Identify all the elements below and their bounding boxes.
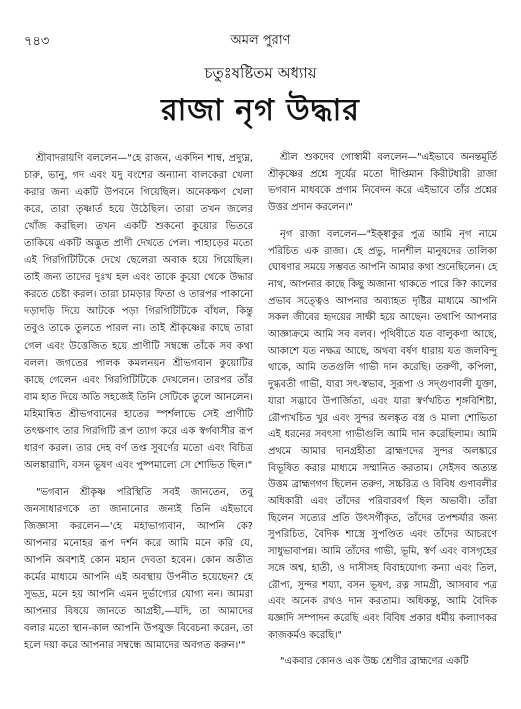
paragraph: শ্রীবাদরায়ণি বললেন—"হে রাজন, একদিন শাম্ব, প্রদ্যুম্ন, চারু, ভানু, গদ এবং যদু বংশের অন্যান্য বালকেরা খেলা করার জন্য একটি উপবনে গিয়েছিল। অনেকক্ষণ খেলা করে, তারা তৃষ্ণার্ত হয়ে উঠেছিল। তারা তখন জলের খোঁজ করছিল। তখন একটি শুকনো কুয়োর ভিতরে তাকিয়ে একটি অদ্ভুত প্রাণী দেখতে পেল। পাহাড়ের মতো এই গিরগিটিটিকে দেখে ছেলেরা অবাক হয়ে গিয়েছিল। তাই জন্য তাদের দুঃখ হল এবং তাকে কুয়ো থেকে উদ্ধার করতে চেষ্টা করল। তারা চামড়ার ফিতা ও তারপর পাকানো দড়াদড়ি দিয়ে আটকে পড়া গিরগিটিটিকে বাঁধল, কিন্তু তবুও তাকে তুলতে পারল না। তাই শ্রীকৃষ্ণের কাছে তারা গেল এবং উত্তেজিত হয়ে প্রাণীটি সম্বন্ধে তাঁকে সব কথা বলল। জগতের পালক কমলনয়ন শ্রীভগবান কুয়োটির কাছে গেলেন এবং গিরগিটিটিকে দেখলেন। তারপর তাঁর বাম হাত দিয়ে অতি সহজেই তিনি সেটিকে তুলে আনলেন। মহিমান্বিত শ্রীভগবানের হাতের স্পর্শলাভে সেই প্রাণীটি তৎক্ষণাৎ তার গিরগিটি রূপ ত্যাগ করে এক স্বর্গবাসীর রূপ ধারণ করল। তার দেহ বর্ণ তপ্ত সুবর্ণের মতো এবং বিচিত্র অলঙ্কারাদি, বসন ভূষণ এবং পুষ্পমাল্যে সে শোভিত ছিল।" <box>24 153 253 471</box>
paragraph: শ্রীল শুকদেব গোস্বামী বললেন—"এইভাবে অনন্তমূর্তি শ্রীকৃষ্ণের প্রশ্নে সূর্যের মতো দীপ্তিমান কিরীটধারী রাজা ভগবান মাধবকে প্রণাম নিবেদন করে এইভাবে তাঁর প্রশ্নের উত্তর প্রদান করলেন।" <box>268 152 497 214</box>
running-head: অমল পুরাণ <box>230 33 291 48</box>
left-column <box>24 148 253 664</box>
right-column <box>268 148 497 681</box>
paragraph: "ভগবান শ্রীকৃষ্ণ পরিস্থিতি সবই জানতেন, তবু জনসাধারণকে তা জানানোর জন্যই তিনি এইভাবে জিজ্ঞাসা করলেন—'হে মহাভাগ্যবান, আপনি কে? আপনার মনোহর রূপ দর্শন করে আমি মনে করি যে, আপনি অবশ্যই কোন মহান দেবতা হবেন। কোন অতীত কর্মের মাধ্যমে আপনি এই অবস্থায় উপনীত হয়েছেন? হে সুভদ্র, মনে হয় আপনি এমন দুর্ভাগ্যের যোগ্য নন। আমরা আপনার বিষয়ে জানতে আগ্রহী,—যদি, তা আমাদের বলার মতো স্থান-কাল আপনি উপযুক্ত বিবেচনা করেন, তা হলে দয়া করে আপনার সম্বন্ধে আমাদের অবগত করুন।'" <box>24 486 253 652</box>
paragraph: নৃগ রাজা বললেন—"ইক্ষ্বাকুর পুত্র আমি নৃগ নামে পরিচিত এক রাজা। হে প্রভু, দানশীল মানুষদের তালিকা ঘোষণার সময়ে সম্ভবত আপনি আমার কথা শুনেছিলেন। হে নাথ, আপনার কাছে কিছু অজানা থাকতে পারে কি? কালের প্রভাব সত্ত্বেও আপনার অব্যাহত দৃষ্টির মাধ্যমে আপনি সকল জীবের হৃদয়ের সাক্ষী হয়ে আছেন। তথাপি আপনার আজ্ঞাক্রমে আমি সব বলব। পৃথিবীতে যত বালুকণা আছে, আকাশে যত নক্ষত্র আছে, অথবা বর্ষণ ধারায় যত জলবিন্দু থাকে, আমি ততগুলি গাভী দান করেছি। তরুণী, কপিলা, দুগ্ধবতী গাভী, যারা সৎ-স্বভাব, সুরূপা ও সদ্গুণাবলী যুক্তা, যারা সদ্ভাবে উপার্জিতা, এবং যারা স্বর্ণখচিত শৃঙ্গবিশিষ্টা, রৌপ্যখচিত খুর এবং সুন্দর অলঙ্কৃত বস্ত্র ও মালা শোভিতা এই ধরনের সবৎসা গাভীগুলি আমি দান করেছিলাম। আমি প্রথমে আমার দানগ্রহীতা ব্রাহ্মণদের সুন্দর অলঙ্কারে বিভূষিত করার মাধ্যমে সম্মানিত করতাম। সেইসব অত্যন্ত উত্তম ব্রাহ্মণগণ ছিলেন তরুণ, সচ্চরিত্র ও বিবিধ গুণাবলীর অধিকারী এবং তাঁদের পরিবারবর্গ ছিল অভাবী। তাঁরা ছিলেন সত্যের প্রতি উৎসর্গীকৃত, তাঁদের তপশ্চর্যার জন্য সুপরিচিত, বৈদিক শাস্ত্রে সুপণ্ডিত এবং তাঁদের আচরণে সাধুভাবাপন্ন। আমি তাঁদের গাভী, ভূমি, স্বর্ণ এবং বাসগৃহের সঙ্গে অশ্ব, হাতী, ও দাসীসহ বিবাহযোগ্য কন্যা এবং তিল, রৌপ্য, সুন্দর শয্যা, বসন ভূষণ, রত্ন সামগ্রী, আসবাব পত্র এবং অনেক রথও দান করতাম। অধিকন্তু, আমি বৈদিক যজ্ঞাদি সম্পাদন করেছি এবং বিবিধ প্রকার ধর্মীয় কল্যাণকর কাজকর্মও করেছি।" <box>268 228 497 641</box>
chapter-label: চতুঃষষ্টিতম অধ্যায় <box>204 64 317 82</box>
page-number: ৭৪৩ <box>24 34 50 49</box>
chapter-title: রাজা নৃগ উদ্ধার <box>161 93 360 128</box>
paragraph: "একবার কোনও এক উচ্চ শ্রেণীর ব্রাহ্মণের একটি <box>280 656 469 668</box>
